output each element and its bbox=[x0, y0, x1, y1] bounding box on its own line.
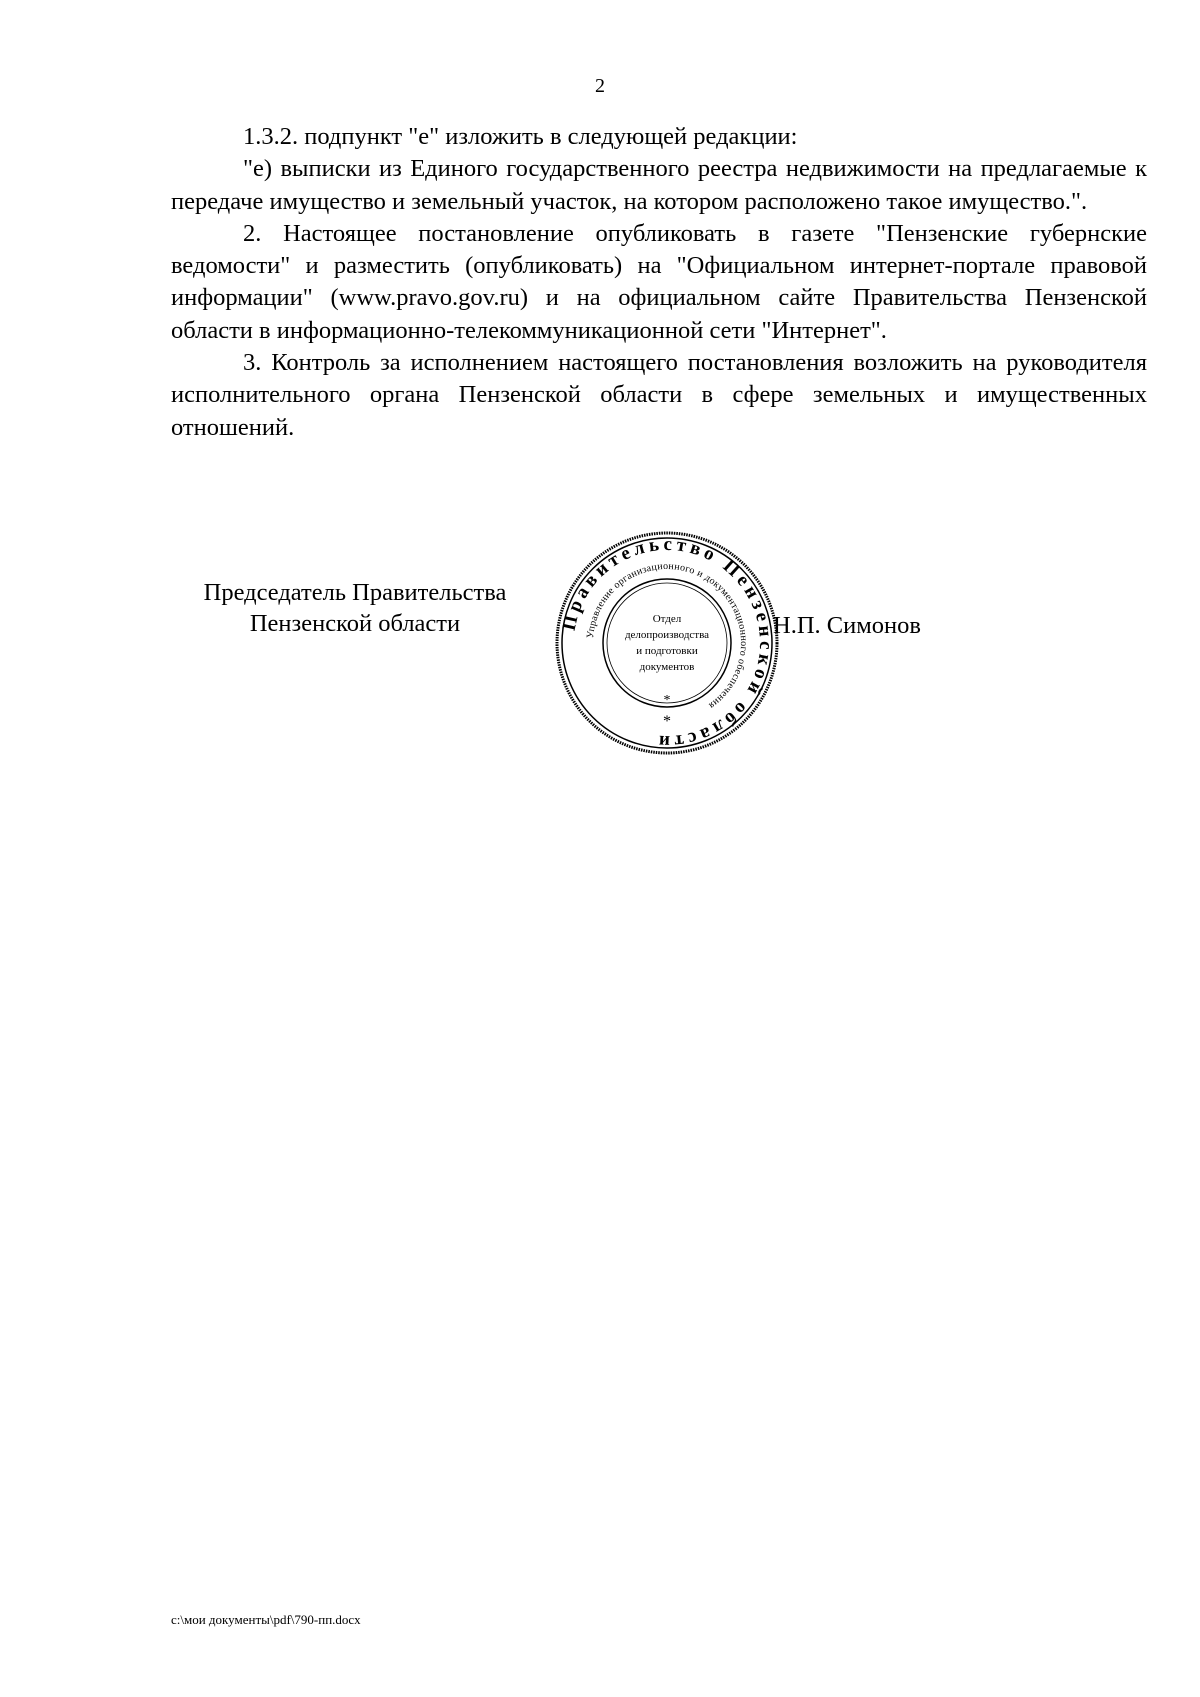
signatory-position-line-2: Пензенской области bbox=[249, 610, 461, 637]
footer-file-path: c:\мои документы\pdf\790-пп.docx bbox=[171, 1612, 361, 1627]
document-body bbox=[171, 121, 1147, 444]
seal-inner-ring-text: Управление организационного и документационного обеспечения bbox=[585, 560, 750, 712]
paragraph-1-3-2: 1.3.2. подпункт "е" изложить в следующей редакции: bbox=[243, 123, 798, 150]
paragraph-2-publication: 2. Настоящее постановление опубликовать в газете "Пензенские губернские ведомости" и разместить (опубликовать) на "Официальном интернет-портале правовой информации" (www.pravo.gov.ru) и на официальном сайте Правительства Пензенской области в информационно-телекоммуникационной сети "Интернет". bbox=[171, 219, 1147, 344]
signer-name: Н.П. Симонов bbox=[773, 612, 921, 639]
seal-center-line-2: делопроизводства bbox=[624, 629, 710, 641]
page-number: 2 bbox=[595, 75, 605, 97]
signatory-position bbox=[160, 577, 550, 639]
paragraph-3-control: 3. Контроль за исполнением настоящего постановления возложить на руководителя исполнительного органа Пензенской области в сфере земельных и имущественных отношений. bbox=[171, 349, 1147, 441]
seal-outer-ring-text: Правительство Пензенской области bbox=[558, 533, 777, 753]
seal-center-line-1: Отдел bbox=[652, 613, 682, 625]
official-seal-stamp bbox=[554, 530, 780, 756]
seal-center-line-3: и подготовки bbox=[636, 645, 698, 657]
seal-star-icon: * bbox=[663, 713, 671, 730]
seal-star-small-icon: * bbox=[663, 693, 671, 708]
signatory-position-line-1: Председатель Правительства bbox=[203, 579, 507, 606]
seal-center-line-4: документов bbox=[639, 661, 695, 673]
paragraph-subitem-e: "е) выписки из Единого государственного реестра недвижимости на предлагаемые к передаче имущество и земельный участок, на котором расположено такое имущество.". bbox=[171, 155, 1147, 215]
